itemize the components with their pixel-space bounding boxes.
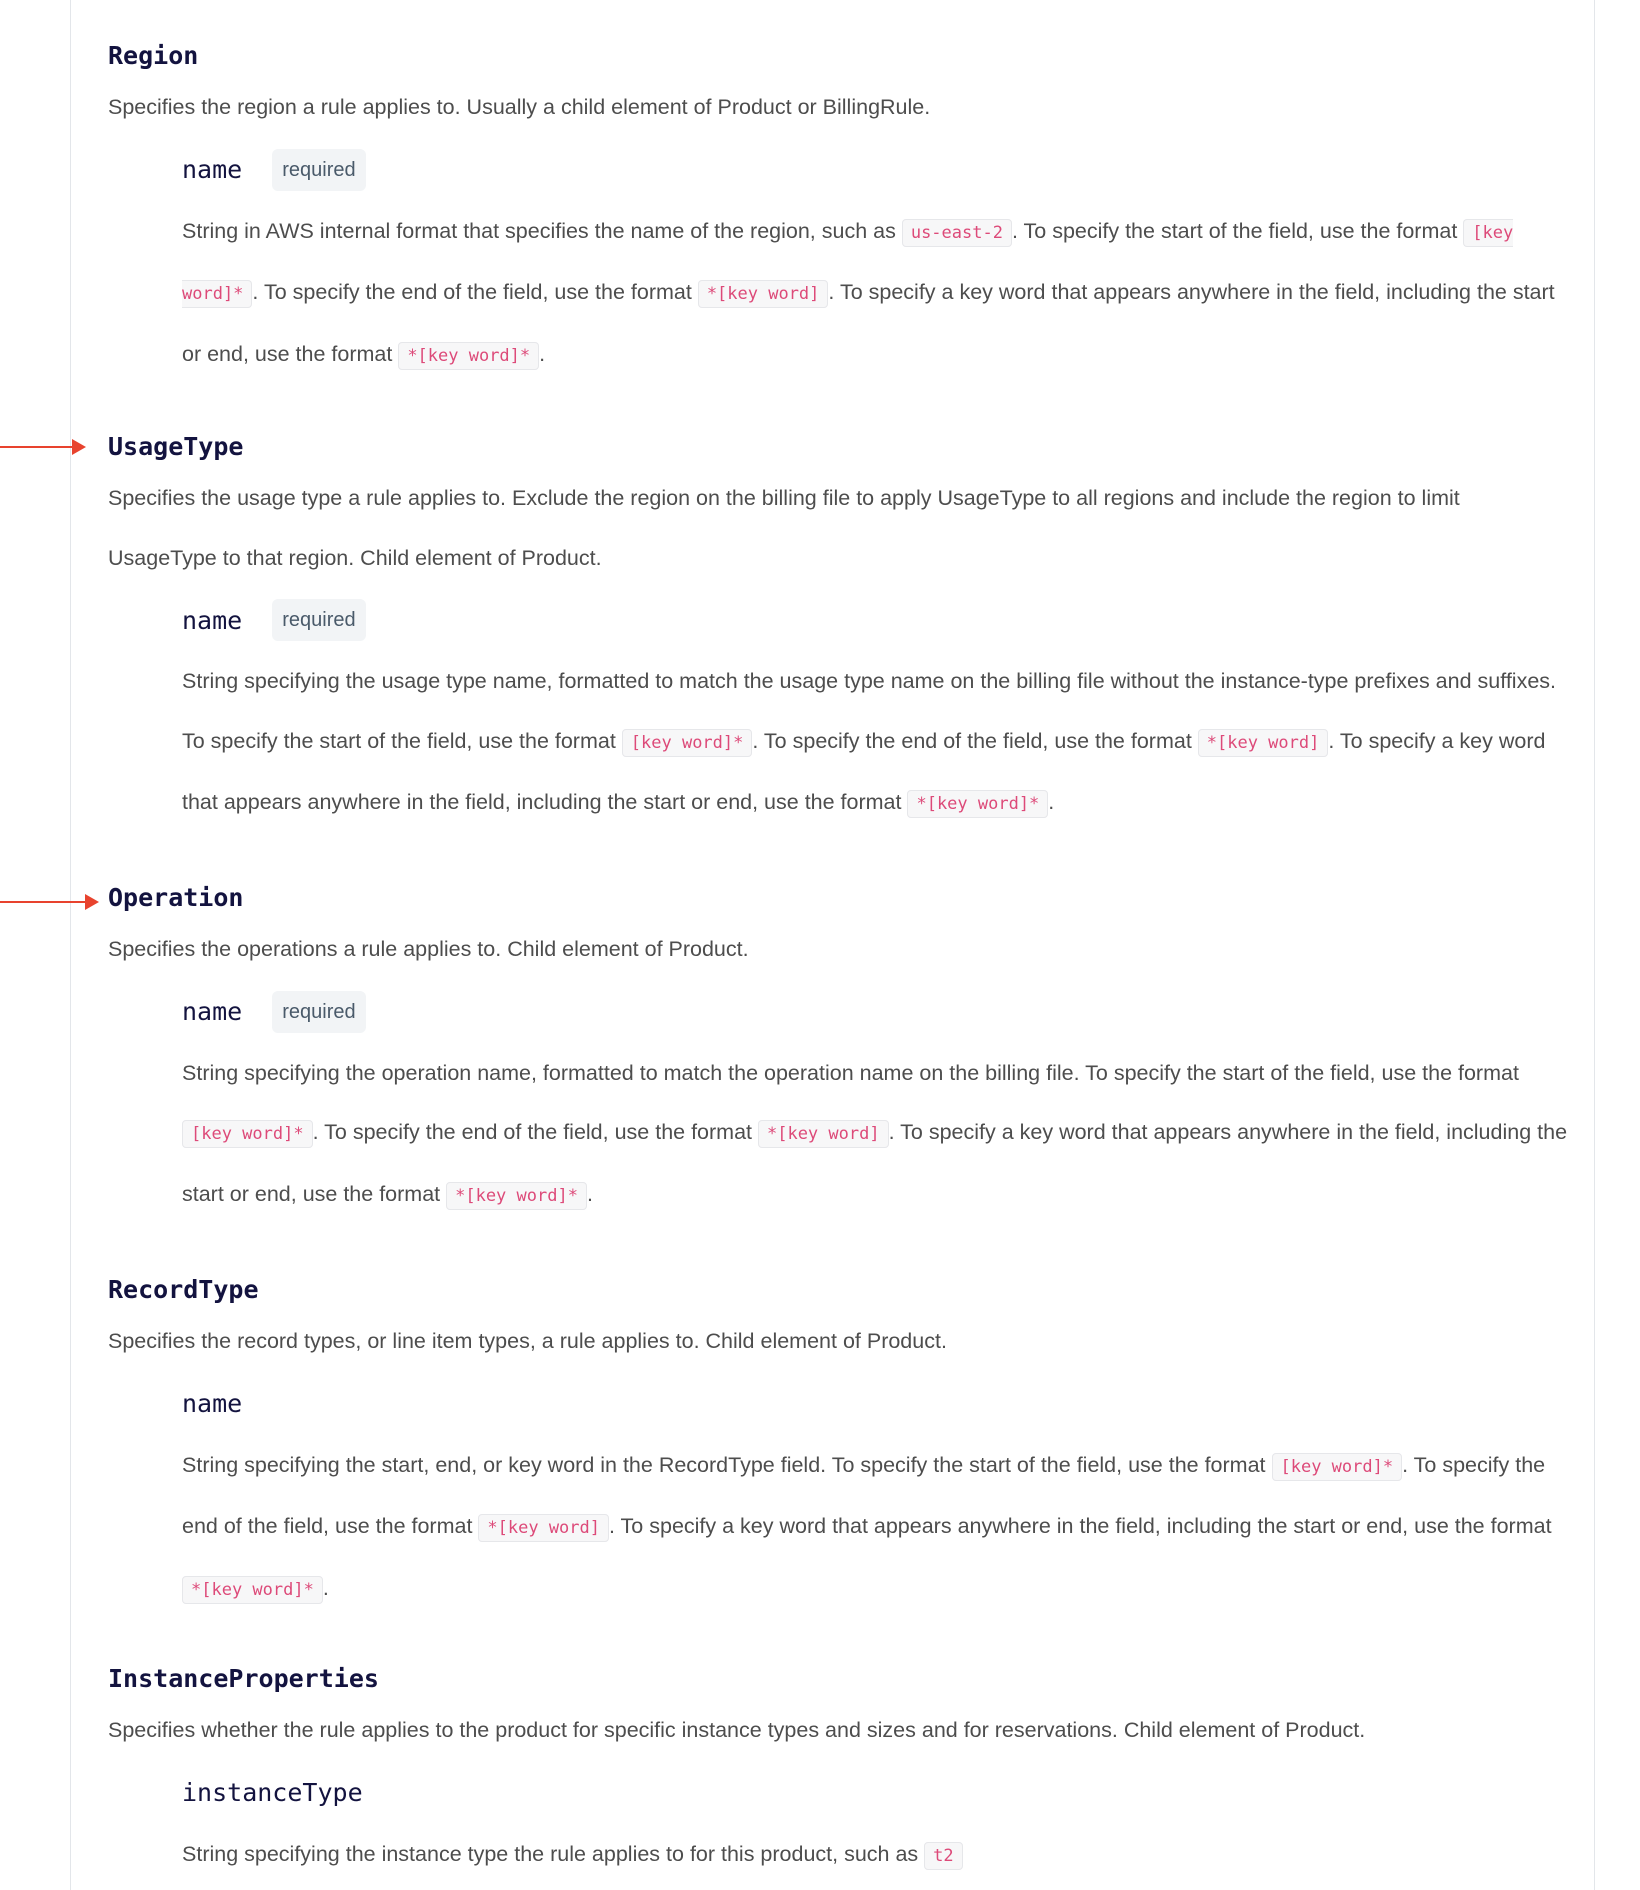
code-snippet: *[key word]*	[907, 790, 1048, 818]
section-region	[108, 39, 1568, 386]
annotation-arrow-usagetype	[0, 446, 82, 448]
section-operation	[108, 881, 1568, 1226]
param-name: name	[182, 155, 243, 184]
code-snippet: *[key word]*	[446, 1182, 587, 1210]
code-snippet: t2	[924, 1842, 962, 1870]
param-description: String in AWS internal format that specifies the name of the region, such as us-east-2 . To specify the start of the field, use the format [key word]* . To specify the end of the field, use the format *[key word] . To specify a key word that appears anywhere in the field, including the start or end, use the format *[key word]* .	[182, 202, 1568, 387]
param-header	[182, 990, 1568, 1034]
section-heading: Region	[108, 41, 199, 70]
section-recordtype	[108, 1273, 1568, 1620]
code-snippet: *[key word]	[1198, 729, 1329, 757]
param-description: String specifying the instance type the rule applies to for this product, such as t2	[182, 1825, 1568, 1887]
section-heading: RecordType	[108, 1275, 259, 1304]
section-usagetype	[108, 430, 1568, 835]
param-name: instanceType	[182, 1778, 363, 1807]
code-snippet: *[key word]	[478, 1514, 609, 1542]
param-description: String specifying the operation name, formatted to match the operation name on the billing file. To specify the start of the field, use the format [key word]* . To specify the end of the field, use the format *[key word] . To specify a key word that appears anywhere in the field, including the start or end, use the format *[key word]* .	[182, 1044, 1568, 1227]
required-badge: required	[272, 599, 365, 641]
param-block	[182, 598, 1568, 835]
code-snippet: [key word]*	[622, 729, 753, 757]
code-snippet: [key word]*	[182, 1120, 313, 1148]
annotation-arrow-operation	[0, 901, 95, 903]
code-snippet: us-east-2	[902, 219, 1012, 247]
section-description: Specifies the region a rule applies to. Usually a child element of Product or BillingRule.	[108, 95, 931, 119]
required-badge: required	[272, 991, 365, 1033]
param-block	[182, 1771, 1568, 1887]
code-snippet: *[key word]*	[182, 1576, 323, 1604]
section-heading: UsageType	[108, 432, 244, 461]
param-name: name	[182, 997, 243, 1026]
param-name: name	[182, 605, 243, 635]
param-name: name	[182, 1389, 243, 1418]
param-block	[182, 990, 1568, 1227]
code-snippet: [key word]*	[1272, 1453, 1403, 1481]
param-description: String specifying the start, end, or key word in the RecordType field. To specify the start of the field, use the format [key word]* . To specify the end of the field, use the format *[key word] . To specify a key word that appears anywhere in the field, including the start or end, use the format *[key word]* .	[182, 1436, 1568, 1621]
param-header	[182, 1771, 1568, 1815]
param-block	[182, 1382, 1568, 1621]
section-description: Specifies whether the rule applies to the product for specific instance types and sizes and for reservations. Child element of Product.	[108, 1718, 1366, 1742]
param-block	[182, 148, 1568, 387]
section-description: Specifies the operations a rule applies to. Child element of Product.	[108, 937, 749, 961]
param-header	[182, 598, 1568, 642]
param-description: String specifying the usage type name, formatted to match the usage type name on the billing file without the instance-type prefixes and suffixes. To specify the start of the field, use the format [key word]* . To specify the end of the field, use the format *[key word] . To specify a key word that appears anywhere in the field, including the start or end, use the format *[key word]* .	[182, 652, 1568, 835]
section-description: Specifies the usage type a rule applies to. Exclude the region on the billing file to apply UsageType to all regions and include the region to limit UsageType to that region. Child element of Product.	[108, 486, 1460, 570]
code-snippet: *[key word]*	[398, 342, 539, 370]
code-snippet: *[key word]	[758, 1120, 889, 1148]
required-badge: required	[272, 149, 365, 191]
section-heading: InstanceProperties	[108, 1664, 379, 1693]
param-header	[182, 148, 1568, 192]
param-header	[182, 1382, 1568, 1426]
section-heading: Operation	[108, 883, 244, 912]
section-instanceproperties	[108, 1662, 1568, 1886]
code-snippet: *[key word]	[698, 280, 829, 308]
code-snippet: [key word]*	[182, 219, 1513, 309]
section-description: Specifies the record types, or line item types, a rule applies to. Child element of Product.	[108, 1329, 947, 1353]
